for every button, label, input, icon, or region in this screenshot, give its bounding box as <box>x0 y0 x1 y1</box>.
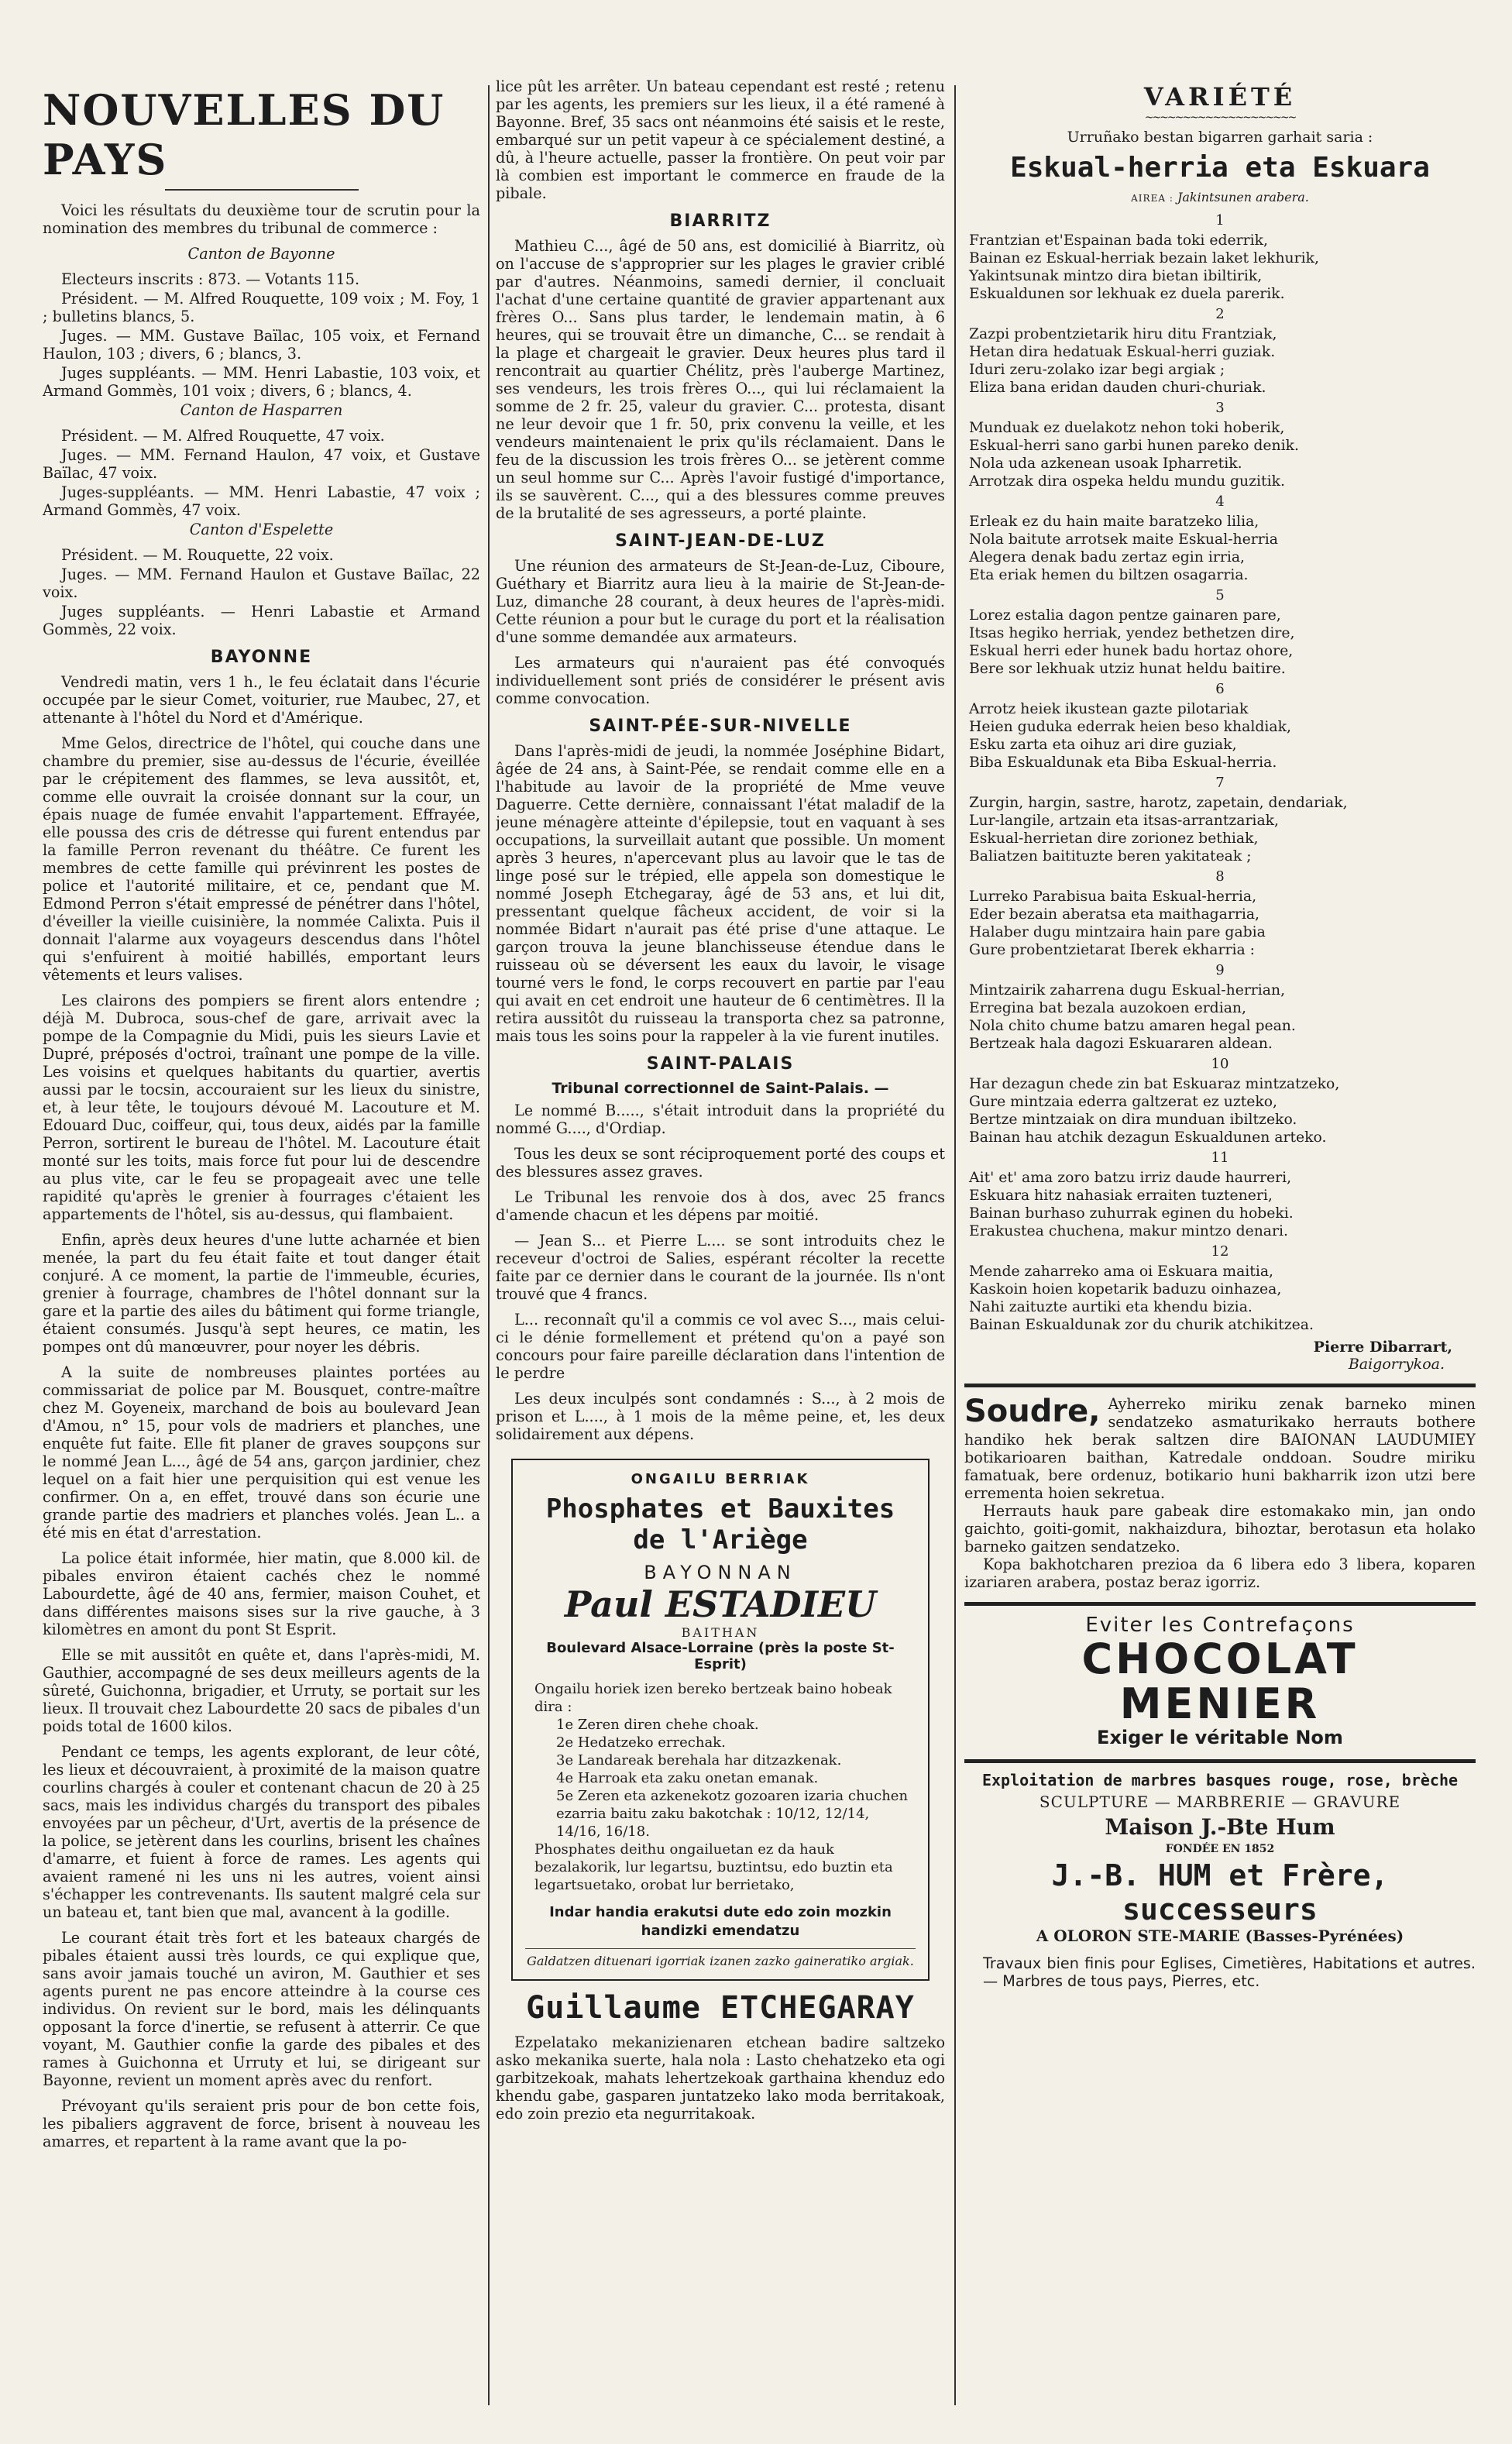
article-paragraph: L... reconnaît qu'il a commis ce vol avec S..., mais celui-ci le dénie formellement et prétend qu'on a payé son concours pour faire pareille déclaration dans l'intention de le perdre <box>496 1311 945 1382</box>
canton-result-line: Electeurs inscrits : 873. — Votants 115. <box>61 270 360 288</box>
stanza-line: Munduak ez duelakotz nehon toki hoberik, <box>969 420 1285 436</box>
stanza-line: Zazpi probentzietarik hiru ditu Frantziak, <box>969 326 1277 342</box>
advert-italic-line: Galdatzen dituenari igorriak izanen zazko gaineratiko argiak. <box>525 1948 916 1968</box>
stanza-line: Halaber dugu mintzaira hain pare gabia <box>969 924 1266 940</box>
stanza-line: Bainan hau atchik dezagun Eskualdunen arteko. <box>969 1129 1327 1146</box>
stanza-line: Bertze mintzaiak on dira munduan ibiltzeko. <box>969 1112 1297 1128</box>
column-left <box>43 77 480 2413</box>
section-title-st-palais: SAINT-PALAIS <box>646 1054 795 1074</box>
stanza-line: Gure mintzaia ederra galtzerat ez uzteko, <box>969 1094 1278 1110</box>
article-paragraph: Prévoyant qu'ils seraient pris pour de bon cette fois, les pibaliers aggravent de force, brisent à nouveau les amarres, et repartent à la rame avant que la po- <box>43 2097 480 2150</box>
stanza-line: Iduri zeru-zolako izar begi argiak ; <box>969 362 1225 378</box>
stanza-line: Heien guduka ederrak heien beso khaldiak, <box>969 719 1291 735</box>
canton-name: Canton de Bayonne <box>187 245 335 263</box>
poem-airea <box>964 190 1476 205</box>
phosphates-advert <box>511 1459 930 1981</box>
stanza-line: Lur-langile, artzain eta itsas-arrantzariak, <box>969 813 1279 829</box>
poem-stanzas <box>964 212 1476 1334</box>
stanza-number: 9 <box>1215 962 1225 978</box>
stanza-line: Har dezagun chede zin bat Eskuaraz mintzatzeko, <box>969 1076 1340 1092</box>
advert-address: Boulevard Alsace-Lorraine (près la poste St-Esprit) <box>546 1640 895 1672</box>
poem-stanza <box>964 1243 1476 1334</box>
hum-frere-line: J.-B. HUM et Frère, successeurs <box>1051 1858 1389 1927</box>
stanza-line: Biba Eskualdunak eta Biba Eskual-herria. <box>969 755 1277 771</box>
stanza-number: 1 <box>1215 212 1225 229</box>
column-middle <box>496 77 945 2413</box>
stanza-line: Eskuara hitz nahasiak erraiten tuzteneri, <box>969 1188 1273 1204</box>
poem-signature: Pierre Dibarrart, <box>1313 1339 1452 1356</box>
airea-label: AIREA : <box>1131 193 1174 204</box>
stanza-line: Nola baitute arrotsek maite Eskual-herria <box>969 531 1278 548</box>
column-rule-left <box>488 85 490 2405</box>
article-paragraph: Les clairons des pompiers se firent alors entendre ; déjà M. Dubroca, sous-chef de gare, arrivait avec la pompe de la Compagnie du Midi, puis les sieurs Lavie et Dupré, préposés d'octroi, traînant une pompe de la ville. Les voisins et quelques habitants du quartier, avertis aussi par le tocsin, accouraient sur les lieux du sinistre, et, à leur tête, le toujours dévoué M. Lacouture et M. Edouard Duc, coiffeur, qui, tous deux, aidés par la famille Perron, sortirent le bureau de l'hôtel. M. Lacouture était monté sur les toits, mais force fut pour lui de descendre au plus vite, car le feu se propageait avec une telle rapidité qu'après le grenier à fourrages c'étaient les appartements de l'hôtel, sis au-dessus, qui flambaient. <box>43 992 480 1223</box>
poem-stanza <box>964 587 1476 678</box>
article-paragraph: Vendredi matin, vers 1 h., le feu éclatait dans l'écurie occupée par le sieur Comet, voiturier, rue Maubec, 27, et attenante à l'hôtel du Nord et d'Amérique. <box>43 673 480 727</box>
stanza-line: Alegera denak badu zertaz egin irria, <box>969 549 1246 565</box>
advert-title: Phosphates et Bauxites de l'Ariège <box>545 1494 895 1555</box>
stanza-line: Zurgin, hargin, sastre, harotz, zapetain, dendariak, <box>969 795 1348 811</box>
article-paragraph: Le courant était très fort et les bateaux chargés de pibales étaient aussi très lourds, ce qui explique que, sans avoir jamais touché un aviron, M. Gauthier et ses agents purent ne pas encore atteindre à la course ces individus. On revient sur le bord, mais les délinquants opposant la force d'inertie, se refusent à atterrir. Ce que voyant, M. Gauthier confie la garde des pibales et des rames à Guichonna et Urruty et lui, se dirigeant sur Bayonne, revient un moment après avec du renfort. <box>43 1929 480 2089</box>
stanza-line: Kaskoin hoien kopetarik baduzu oinhazea, <box>969 1281 1282 1298</box>
advert-item: 4e Harroak eta zaku onetan emanak. <box>556 1770 819 1786</box>
poem-stanza <box>964 962 1476 1053</box>
wavy-divider: ~~~~~~~~~~~~~~~~~~~~ <box>1144 112 1296 124</box>
travaux-line: Travaux bien finis pour Eglises, Cimetières, Habitations et autres. — Marbres de tous pays, Pierres, etc. <box>983 1954 1476 1990</box>
column-right <box>964 77 1476 2413</box>
soudre-text: Ayherreko miriku zenak barneko minen sendatzeko asmaturikako herrauts bothere handiko hek berak saltzen dire BAIONAN LAUDUMIEY botikarioaren baithan, Katredale onddoan. Soudre miriku famatuak, bere ordenuz, botikario huni bakharrik izon utzi bere errementa hoien sekretua. <box>964 1395 1476 1502</box>
article-paragraph: A la suite de nombreuses plaintes portées au commissariat de police par M. Bousquet, contre-maître chez M. Goyeneix, marchand de bois au boulevard Jean d'Amou, n° 15, pour vols de madriers et planches, une enquête fut faite. Elle fit planer de graves soupçons sur le nommé Jean L..., âgé de 54 ans, garçon jardinier, chez lequel on a fait hier une perquisition qui est venue les confirmer. On a, en effet, trouvé dans son écurie une grande partie des madriers et planches volés. Jean L.. a été mis en état d'arrestation. <box>43 1363 480 1542</box>
advert-bold-line: Indar handia erakutsi dute edo zoin mozkin handizki emendatzu <box>549 1904 892 1939</box>
article-paragraph: Les deux inculpés sont condamnés : S..., à 2 mois de prison et L...., à 1 mois de la même peine, et, les deux solidairement aux dépens. <box>496 1390 945 1443</box>
stanza-line: Mende zaharreko ama oi Eskuara maitia, <box>969 1263 1274 1280</box>
bayonne-articles <box>43 673 480 2150</box>
advert-city: BAYONNAN <box>644 1562 797 1583</box>
article-paragraph: Mme Gelos, directrice de l'hôtel, qui couche dans une chambre du premier, sise au-dessus de l'écurie, éveillée par le crépitement des flammes, se leva aussitôt, et, comme elle ouvrait la croisée donnant sur la cour, un épais nuage de fumée envahit l'appartement. Effrayée, elle poussa des cris de détresse qui furent entendus par la famille Perron revenant du théâtre. Ce furent les membres de cette famille qui prévinrent les postes de police et l'autorité militaire, et ce, pendant que M. Edmond Perron s'était empressé de pénétrer dans l'hôtel, d'éveiller la vieille cuisinière, la nommée Calixta. Puis il donnait l'alarme aux voyageurs descendus dans l'hôtel qui s'enfuirent à moitié habillés, emportant leurs vêtements et leurs valises. <box>43 734 480 984</box>
stanza-line: Mintzairik zaharrena dugu Eskual-herrian, <box>969 982 1286 999</box>
article-paragraph: Le Tribunal les renvoie dos à dos, avec 25 francs d'amende chacun et les dépens par moitié. <box>496 1188 945 1224</box>
article-paragraph: La police était informée, hier matin, que 8.000 kil. de pibales environ étaient cachés chez le nommé Labourdette, âgé de 40 ans, fermier, maison Couhet, et dans différentes maisons sises sur la rive gauche, à 3 kilomètres en amont du pont St Esprit. <box>43 1549 480 1638</box>
stanza-number: 5 <box>1215 587 1225 603</box>
st-pee-article: Dans l'après-midi de jeudi, la nommée Joséphine Bidart, âgée de 24 ans, à Saint-Pée, se rendait comme elle en a l'habitude au lavoir de la propriété de Mme veuve Daguerre. Cette dernière, connaissant l'état maladif de la jeune ménagère atteinte d'épilepsie, tout en vaquant à ses occupations, la surveillait autant que possible. Un moment après 3 heures, n'apercevant plus au lavoir que le tas de linge posé sur le trépied, elle appela son domestique le nommé Joseph Etchegaray, âgé de 53 ans, et lui dit, pressentant quelque fâcheux accident, de voir si la nommée Bidart n'aurait pas été prise d'une attaque. Le garçon trouva la jeune blanchisseuse étendue dans le ruisseau où se déversent les eaux du lavoir, le visage tourné vers le fond, le corps recouvert en partie par l'eau qui avait en cet endroit une hauteur de 6 centimètres. Il la retira aussitôt du ruisseau la transporta chez sa patronne, mais tous les soins pour la rappeler à la vie furent inutiles. <box>496 742 945 1045</box>
etchegaray-heading: Guillaume ETCHEGARAY <box>526 1990 915 2026</box>
advert-item: 2e Hedatzeko errechak. <box>556 1734 726 1751</box>
variete-title: VARIÉTÉ <box>1143 82 1297 112</box>
stanza-line: Erregina bat bezala auzokoen erdian, <box>969 1000 1246 1016</box>
stanza-line: Eskualdunen sor lekhuak ez duela parerik. <box>969 286 1285 302</box>
election-intro: Voici les résultats du deuxième tour de scrutin pour la nomination des membres du tribunal de commerce : <box>43 201 480 237</box>
advert-intro: Ongailu horiek izen bereko bertzeak baino hobeak dira : <box>534 1681 892 1715</box>
stanza-number: 4 <box>1215 493 1225 510</box>
canton-result-line: Juges suppléants. — MM. Henri Labastie, 103 voix, et Armand Gommès, 101 voix ; divers, 6 ; blancs, 4. <box>43 364 480 400</box>
soudre-text3: Kopa bakhotcharen prezioa da 6 libera edo 3 libera, koparen izariaren arabera, postaz beraz igorriz. <box>964 1555 1476 1591</box>
fondee-line: FONDÉE EN 1852 <box>1165 1843 1275 1855</box>
advert-item: 1e Zeren diren chehe choak. <box>556 1717 759 1733</box>
thick-divider-3 <box>964 1759 1476 1763</box>
poem-title: Eskual-herria eta Eskuara <box>1010 152 1430 184</box>
stanza-line: Esku zarta eta oihuz ari dire guziak, <box>969 737 1237 753</box>
stanza-line: Eliza bana eridan dauden churi-churiak. <box>969 380 1266 396</box>
canton-result-line: Juges. — MM. Fernand Haulon, 47 voix, et Gustave Baïlac, 47 voix. <box>43 446 480 482</box>
thick-divider-2 <box>964 1602 1476 1606</box>
poem-intro: Urruñako bestan bigarren garhait saria : <box>1067 129 1373 146</box>
article-paragraph: — Jean S... et Pierre L.... se sont introduits chez le receveur d'octroi de Salies, espérant récolter la recette faite par ce dernier dans le courant de la journée. Ils n'ont trouvé que 4 francs. <box>496 1232 945 1303</box>
article-paragraph: Une réunion des armateurs de St-Jean-de-Luz, Ciboure, Guéthary et Biarritz aura lieu à la mairie de St-Jean-de-Luz, dimanche 28 courant, à deux heures de l'après-midi. Cette réunion a pour but le curage du port et la réalisation d'une somme demandée aux armateurs. <box>496 557 945 646</box>
soudre-advert <box>964 1395 1476 1502</box>
section-title-biarritz: BIARRITZ <box>669 211 771 231</box>
biarritz-article: Mathieu C..., âgé de 50 ans, est domicilié à Biarritz, où on l'accuse de s'approprier sur les plages le gravier criblé par d'autres. Néanmoins, samedi dernier, il concluait l'achat d'une certaine quantité de gravier appartenant aux frères O... Sans plus tarder, le lendemain matin, à 6 heures, qui se trouvait être un dimanche, C... se rendait à la plage et chargeait le gravier. Deux heures plus tard il rencontrait au quartier Chélitz, près l'auberge Martinez, ses vendeurs, les trois frères O..., qui lui réclamaient la somme de 2 fr. 25, valeur du gravier. C... protesta, disant ne leur devoir que 1 fr. 50, prix convenu la veille, et les vendeurs maintenaient le prix qu'ils réclamaient. Dans le feu de la discussion les trois frères O... se jetèrent comme un seul homme sur C... Après l'avoir fustigé d'importance, ils se sauvèrent. C..., qui a des blessures comme preuves de la brutalité de ses agresseurs, a porté plainte. <box>496 237 945 522</box>
sculpture-line: SCULPTURE — MARBRERIE — GRAVURE <box>1039 1793 1401 1811</box>
stanza-line: Nahi zaituzte aurtiki eta khendu bizia. <box>969 1299 1253 1315</box>
stanza-line: Bainan Eskualdunak zor du churik atchikitzea. <box>969 1317 1314 1333</box>
article-paragraph: Pendant ce temps, les agents explorant, de leur côté, les lieux et découvraient, à proximité de la maison quatre courlins chargés à couler et contenant chacun de 20 à 25 sacs, mais les individus chargés du transport des pibales envoyées par un pêcheur, d'Urt, avertis de la présence de la police, se jetèrent dans les courlins, brisent les chaînes d'amarre, et fuient à force de rames. Les agents qui avaient ramené ni les uns ni les autres, voient ainsi s'échapper les contrevenants. Ils sautent malgré cela sur un bateau et, tant bien que mal, avancent à la godille. <box>43 1743 480 1921</box>
article-paragraph: Le nommé B....., s'était introduit dans la propriété du nommé G...., d'Ordiap. <box>496 1102 945 1137</box>
advert-item-list <box>525 1716 916 1841</box>
airea-value: Jakintsunen arabera. <box>1177 190 1309 205</box>
soudre-text2: Herrauts hauk pare gabeak dire estomakako min, jan ondo gaichto, goiti-gomit, nakhaizdura, bihoztar, berotasun eta holako barneko gaitzen sendatzeko. <box>964 1502 1476 1555</box>
poem-stanza <box>964 1150 1476 1240</box>
canton-result-line: Juges. — MM. Gustave Baïlac, 105 voix, et Fernand Haulon, 103 ; divers, 6 ; blancs, 3. <box>43 327 480 363</box>
eviter-line: Eviter les Contrefaçons <box>1085 1614 1355 1637</box>
oloron-line: A OLORON STE-MARIE (Basses-Pyrénées) <box>1036 1927 1404 1945</box>
poem-stanza <box>964 1056 1476 1146</box>
advert-header: ONGAILU BERRIAK <box>631 1471 810 1487</box>
maison-hum-line: Maison J.-Bte Hum <box>1105 1814 1335 1840</box>
canton-result-line: Président. — M. Alfred Rouquette, 47 voix. <box>61 427 385 445</box>
stanza-line: Lurreko Parabisua baita Eskual-herria, <box>969 889 1257 905</box>
poem-stanza <box>964 212 1476 303</box>
masthead-divider <box>165 189 359 191</box>
masthead-title: NOUVELLES DU PAYS <box>43 85 445 184</box>
canton-result-line: Président. — M. Rouquette, 22 voix. <box>61 546 334 564</box>
stanza-number: 8 <box>1215 868 1225 885</box>
column-rule-right <box>954 85 956 2405</box>
stanza-line: Itsas hegiko herriak, yendez bethetzen dire, <box>969 625 1295 641</box>
canton-result-line: Juges-suppléants. — MM. Henri Labastie, 47 voix ; Armand Gommès, 47 voix. <box>43 483 480 519</box>
stanza-line: Eskual herri eder hunek badu hortaz ohore, <box>969 643 1294 659</box>
st-palais-articles <box>496 1102 945 1443</box>
stanza-line: Nola chito chume batzu amaren hegal pean. <box>969 1018 1296 1034</box>
advert-item: 5e Zeren eta azkenekotz gozoaren izaria chuchen ezarria baitu zaku bakotchak : 10/12, 12/14, 14/16, 16/18. <box>556 1788 909 1840</box>
stanza-line: Bainan ez Eskual-herriak bezain laket lekhurik, <box>969 250 1319 266</box>
tribunal-title: Tribunal correctionnel de Saint-Palais. — <box>552 1080 889 1097</box>
article-paragraph: Les armateurs qui n'auraient pas été convoqués individuellement sont priés de considérer le présent avis comme convocation. <box>496 654 945 707</box>
canton-result-line: Président. — M. Alfred Rouquette, 109 voix ; M. Foy, 1 ; bulletins blancs, 5. <box>43 290 480 325</box>
stanza-number: 3 <box>1215 400 1225 416</box>
canton-name: Canton de Hasparren <box>180 401 343 419</box>
poem-stanza <box>964 775 1476 865</box>
stanza-line: Gure probentzietarat Iberek ekharria : <box>969 942 1255 958</box>
exiger-line: Exiger le véritable Nom <box>1097 1727 1343 1748</box>
canton-name: Canton d'Espelette <box>189 521 334 538</box>
advert-item: 3e Landareak berehala har ditzazkenak. <box>556 1752 842 1769</box>
continued-paragraph: lice pût les arrêter. Un bateau cependant est resté ; retenu par les agents, les premiers sur les lieux, il a été ramené à Bayonne. Bref, 35 sacs ont néanmoins été saisis et le reste, embarqué sur un petit vapeur à ce spécialement destiné, a dû, à l'heure actuelle, passer la frontière. On peut voir par là combien est important le commerce en fraude de la pibale. <box>496 77 945 202</box>
stanza-number: 7 <box>1215 775 1225 791</box>
stanza-line: Baliatzen baitituzte beren yakitateak ; <box>969 848 1252 865</box>
chocolat-word: CHOCOLAT <box>1081 1634 1359 1683</box>
stanza-line: Lorez estalia dagon pentze gainaren pare, <box>969 607 1281 624</box>
stanza-line: Frantzian et'Espainan bada toki ederrik, <box>969 232 1268 249</box>
stanza-number: 12 <box>1211 1243 1229 1260</box>
advert-phosphates-line: Phosphates deithu ongailuetan ez da hauk bezalakorik, lur legartsu, buztintsu, edo buztin eta legartsuetako, orobat lur berrietako, <box>534 1841 893 1893</box>
stanza-line: Arrotzak dira ospeka heldu mundu guzitik. <box>969 473 1285 490</box>
stanza-line: Arrotz heiek ikustean gazte pilotariak <box>969 701 1249 717</box>
etchegaray-advert: Ezpelatako mekanizienaren etchean badire saltzeko asko mekanika suerte, hala nola : Lasto chehatzeko eta ogi garbitzekoak, mahats lehertzekoak garthaina khenduz edo khendu gabe, gasparen juntatzeko lako moda berritakoak, edo zoin prezio eta negurritakoak. <box>496 2033 945 2123</box>
canton-result-line: Juges suppléants. — Henri Labastie et Armand Gommès, 22 voix. <box>43 603 480 638</box>
section-title-st-pee: SAINT-PÉE-SUR-NIVELLE <box>589 717 852 736</box>
stanza-line: Eskual-herrietan dire zorionez bethiak, <box>969 830 1259 847</box>
thick-divider <box>964 1384 1476 1387</box>
stanza-line: Eskual-herri sano garbi hunen pareko denik. <box>969 438 1299 454</box>
stanza-line: Eder bezain aberatsa eta maithagarria, <box>969 906 1259 923</box>
article-paragraph: Elle se mit aussitôt en quête et, dans l'après-midi, M. Gauthier, accompagné de ses deux meilleurs agents de la sûreté, Guichonna, brigadier, et Urruty, se portait sur les lieux. Il trouvait chez Labourdette 20 sacs de pibales d'un poids total de 1600 kilos. <box>43 1646 480 1735</box>
advert-merchant-name: Paul ESTADIEU <box>564 1583 877 1625</box>
marbres-line: Exploitation de marbres basques rouge, rose, brèche <box>981 1771 1459 1789</box>
stanza-number: 10 <box>1211 1056 1229 1072</box>
article-paragraph: Tous les deux se sont réciproquement porté des coups et des blessures assez graves. <box>496 1145 945 1181</box>
poem-signature-place: Baigorrykoa. <box>1348 1356 1445 1373</box>
poem-stanza <box>964 681 1476 772</box>
stanza-number: 11 <box>1211 1150 1229 1166</box>
stanza-line: Erleak ez du hain maite baratzeko lilia, <box>969 514 1259 530</box>
stanza-line: Yakintsunak mintzo dira bietan ibiltirik, <box>969 268 1263 284</box>
menier-word: MENIER <box>1119 1679 1321 1728</box>
poem-stanza <box>964 400 1476 490</box>
stanza-line: Eta eriak hemen du biltzen osagarria. <box>969 567 1249 583</box>
poem-stanza <box>964 868 1476 959</box>
stanza-line: Erakustea chuchena, makur mintzo denari. <box>969 1223 1288 1239</box>
stanza-number: 2 <box>1215 306 1225 322</box>
soudre-word: Soudre, <box>964 1394 1101 1429</box>
stanza-line: Nola uda azkenean usoak Ipharretik. <box>969 455 1242 472</box>
canton-results <box>43 245 480 638</box>
stanza-number: 6 <box>1215 681 1225 697</box>
article-paragraph: Enfin, après deux heures d'une lutte acharnée et bien menée, la part du feu était faite et tout danger était conjuré. A ce moment, la partie de l'immeuble, écuries, grenier à fourrage, chambres de l'hôtel donnant sur la gare et la partie des ailes du bâtiment qui forme triangle, étaient consumés. Jusqu'à sept heures, ce matin, les pompes ont dû manœuvrer, pour noyer les débris. <box>43 1231 480 1356</box>
stanza-line: Bainan burhaso zuhurrak eginen du hobeki. <box>969 1205 1294 1222</box>
st-jean-articles <box>496 557 945 707</box>
poem-stanza <box>964 493 1476 584</box>
canton-result-line: Juges. — MM. Fernand Haulon et Gustave Baïlac, 22 voix. <box>43 565 480 601</box>
poem-stanza <box>964 306 1476 397</box>
stanza-line: Ait' et' ama zoro batzu irriz daude haurreri, <box>969 1170 1292 1186</box>
stanza-line: Bere sor lekhuak utziz hunat heldu baitire. <box>969 661 1286 677</box>
section-title-bayonne: BAYONNE <box>210 648 313 667</box>
advert-baithan: BAITHAN <box>681 1625 760 1640</box>
stanza-line: Bertzeak hala dagozi Eskuararen aldean. <box>969 1036 1273 1052</box>
stanza-line: Hetan dira hedatuak Eskual-herri guziak. <box>969 344 1276 360</box>
section-title-st-jean: SAINT-JEAN-DE-LUZ <box>615 531 826 551</box>
